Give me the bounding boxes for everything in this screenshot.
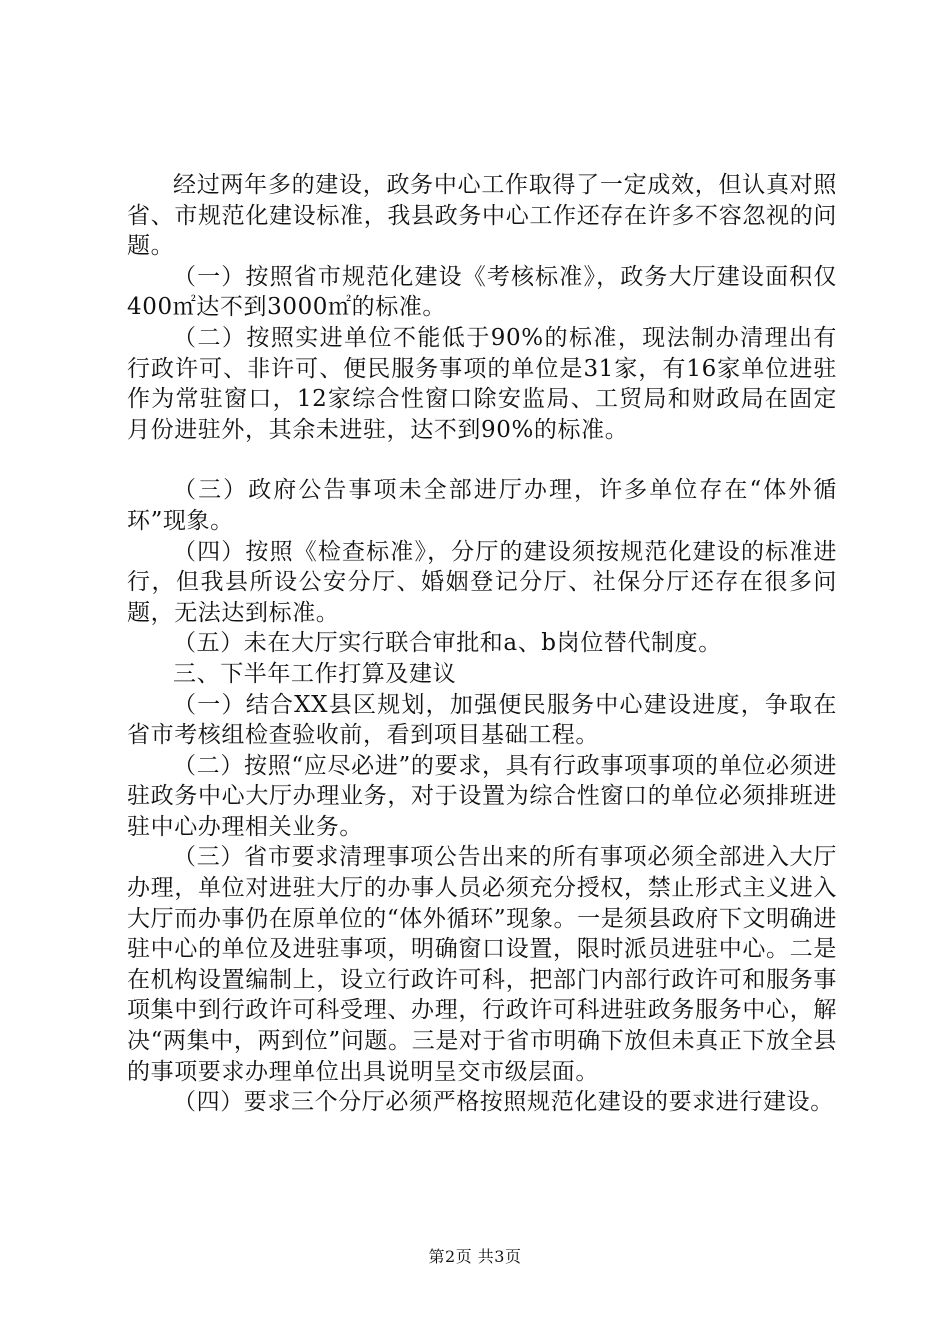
paragraph-plan-3: （三）省市要求清理事项公告出来的所有事项必须全部进入大厅办理，单位对进驻大厅的办事人员必须充分授权，禁止形式主义进入大厅而办事仍在原单位的“体外循环”现象。一是须县政府下文明确进驻中心的单位及进驻事项，明确窗口设置，限时派员进驻中心。二是在机构设置编制上，设立行政许可科，把部门内部行政许可和服务事项集中到行政许可科受理、办理，行政许可科进驻政务服务中心，解决“两集中，两到位”问题。三是对于省市明确下放但未真正下放全县的事项要求办理单位出具说明呈交市级层面。 (127, 844, 837, 1085)
paragraph-issue-4: （四）按照《检查标准》，分厅的建设须按规范化建设的标准进行，但我县所设公安分厅、婚姻登记分厅、社保分厅还存在很多问题，无法达到标准。 (127, 538, 837, 626)
document-body (127, 170, 837, 1118)
paragraph-issue-2: （二）按照实进单位不能低于90%的标准，现法制办清理出有行政许可、非许可、便民服务事项的单位是31家，有16家单位进驻作为常驻窗口，12家综合性窗口除安监局、工贸局和财政局在固定月份进驻外，其余未进驻，达不到90%的标准。 (127, 324, 837, 443)
paragraph-plan-4: （四）要求三个分厅必须严格按照规范化建设的要求进行建设。 (173, 1089, 834, 1116)
paragraph-issue-5: （五）未在大厅实行联合审批和a、b岗位替代制度。 (173, 630, 722, 657)
paragraph-plan-2: （二）按照“应尽必进”的要求，具有行政事项事项的单位必须进驻政务中心大厅办理业务，对于设置为综合性窗口的单位必须排班进驻中心办理相关业务。 (127, 752, 837, 840)
paragraph-plan-1: （一）结合XX县区规划，加强便民服务中心建设进度，争取在省市考核组检查验收前，看到项目基础工程。 (127, 691, 837, 749)
page-number-footer: 第2页 共3页 (428, 1247, 522, 1266)
paragraph-issue-1: （一）按照省市规范化建设《考核标准》，政务大厅建设面积仅400㎡达不到3000㎡的标准。 (127, 263, 837, 321)
paragraph-issue-3: （三）政府公告事项未全部进厅办理，许多单位存在“体外循环”现象。 (127, 477, 837, 534)
section-heading: 三、下半年工作打算及建议 (173, 660, 457, 687)
paragraph-intro: 经过两年多的建设，政务中心工作取得了一定成效，但认真对照省、市规范化建设标准，我县政务中心工作还存在许多不容忽视的问题。 (127, 172, 837, 260)
